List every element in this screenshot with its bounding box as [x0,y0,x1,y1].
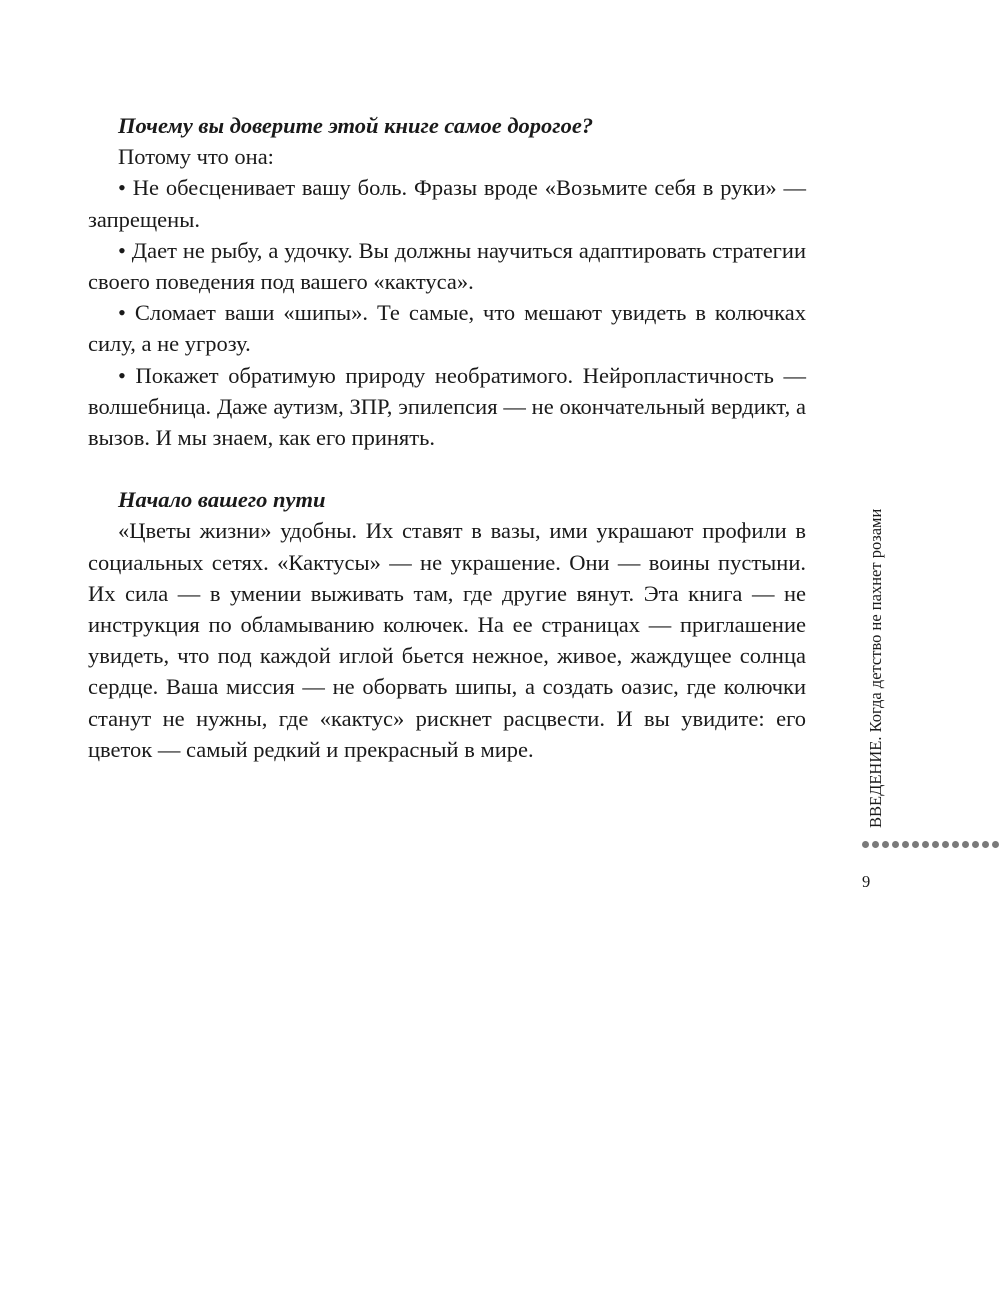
main-text [88,110,806,765]
section-spacer [88,453,806,484]
bullet-item: • Сломает ваши «шипы». Те самые, что мешают увидеть в колючках силу, а не угрозу. [88,300,806,357]
bullet-item: • Покажет обратимую природу необратимого. Нейропластичность — волшебница. Даже аутизм, ЗПР, эпилепсия — не окончательный вердикт, а вызов. И мы знаем, как его принять. [88,362,806,451]
bullet-item: • Дает не рыбу, а удочку. Вы должны научиться адаптировать стратегии своего поведения под вашего «кактуса». [88,237,806,295]
dotted-rule [862,841,1000,851]
section-heading-path: Начало вашего пути [118,487,326,513]
page-number: 9 [862,872,871,891]
section-heading-trust: Почему вы доверите этой книге самое дорогое? [118,113,594,138]
running-head: ВВЕДЕНИЕ. Когда детство не пахнет розами [866,508,885,828]
intro-line: Потому что она: [118,144,274,170]
body-paragraph: «Цветы жизни» удобны. Их ставят в вазы, ими украшают профили в социальных сетях. «Кактусы» — не украшение. Они — воины пустыни. Их сила — в умении выживать там, где другие вянут. Эта книга — не инструкция по обламыванию колючек. На ее страницах — приглашение увидеть, что под каждой иглой бьется нежное, живое, жаждущее солнца сердце. Ваша миссия — не оборвать шипы, а создать оазис, где колючки станут не нужны, где «кактус» рискнет расцвести. И вы увидите: его цветок — самый редкий и прекрасный в мире. [88,518,806,762]
bullet-item: • Не обесценивает вашу боль. Фразы вроде «Возьмите себя в руки» — запрещены. [88,175,806,232]
